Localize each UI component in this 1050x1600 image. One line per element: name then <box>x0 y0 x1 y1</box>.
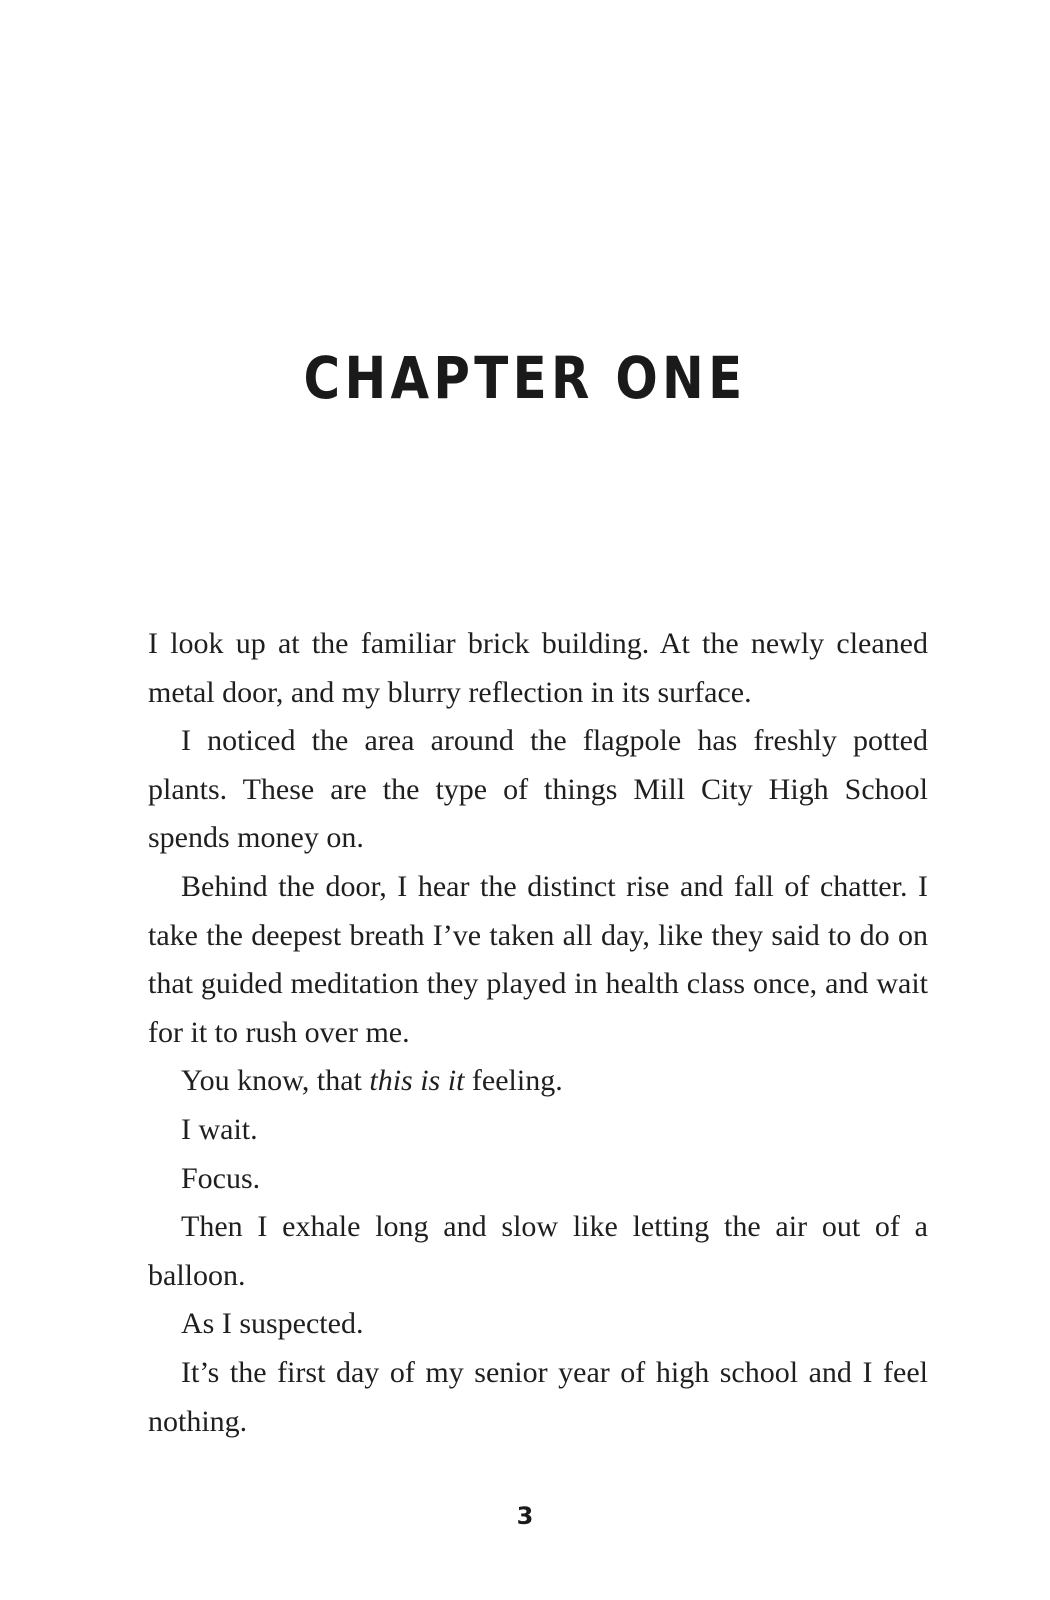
paragraph: I noticed the area around the flagpole has freshly potted plants. These are the type of things Mill City High School spends money on. <box>148 724 928 855</box>
paragraph <box>148 1057 928 1106</box>
paragraph: As I suspected. <box>181 1307 364 1341</box>
chapter-title: CHAPTER ONE <box>303 344 747 412</box>
page-number: 3 <box>516 1502 534 1530</box>
italic-phrase: this is it <box>369 1064 465 1098</box>
paragraph: Behind the door, I hear the distinct rise and fall of chatter. I take the deepest breath I’ve taken all day, like they said to do on that guided meditation they played in health class once, and wait for it to rush over me. <box>148 869 928 1049</box>
paragraph: I wait. <box>181 1112 258 1146</box>
paragraph-text: feeling. <box>464 1064 563 1098</box>
paragraph-text: You know, that <box>181 1064 370 1098</box>
paragraph: Then I exhale long and slow like letting the air out of a balloon. <box>148 1210 928 1292</box>
chapter-body <box>148 620 928 1446</box>
paragraph: It’s the first day of my senior year of high school and I feel nothing. <box>148 1355 928 1438</box>
paragraph: Focus. <box>181 1161 261 1195</box>
paragraph: I look up at the familiar brick building. At the newly cleaned metal door, and my blurry reflection in its surface. <box>148 627 928 709</box>
